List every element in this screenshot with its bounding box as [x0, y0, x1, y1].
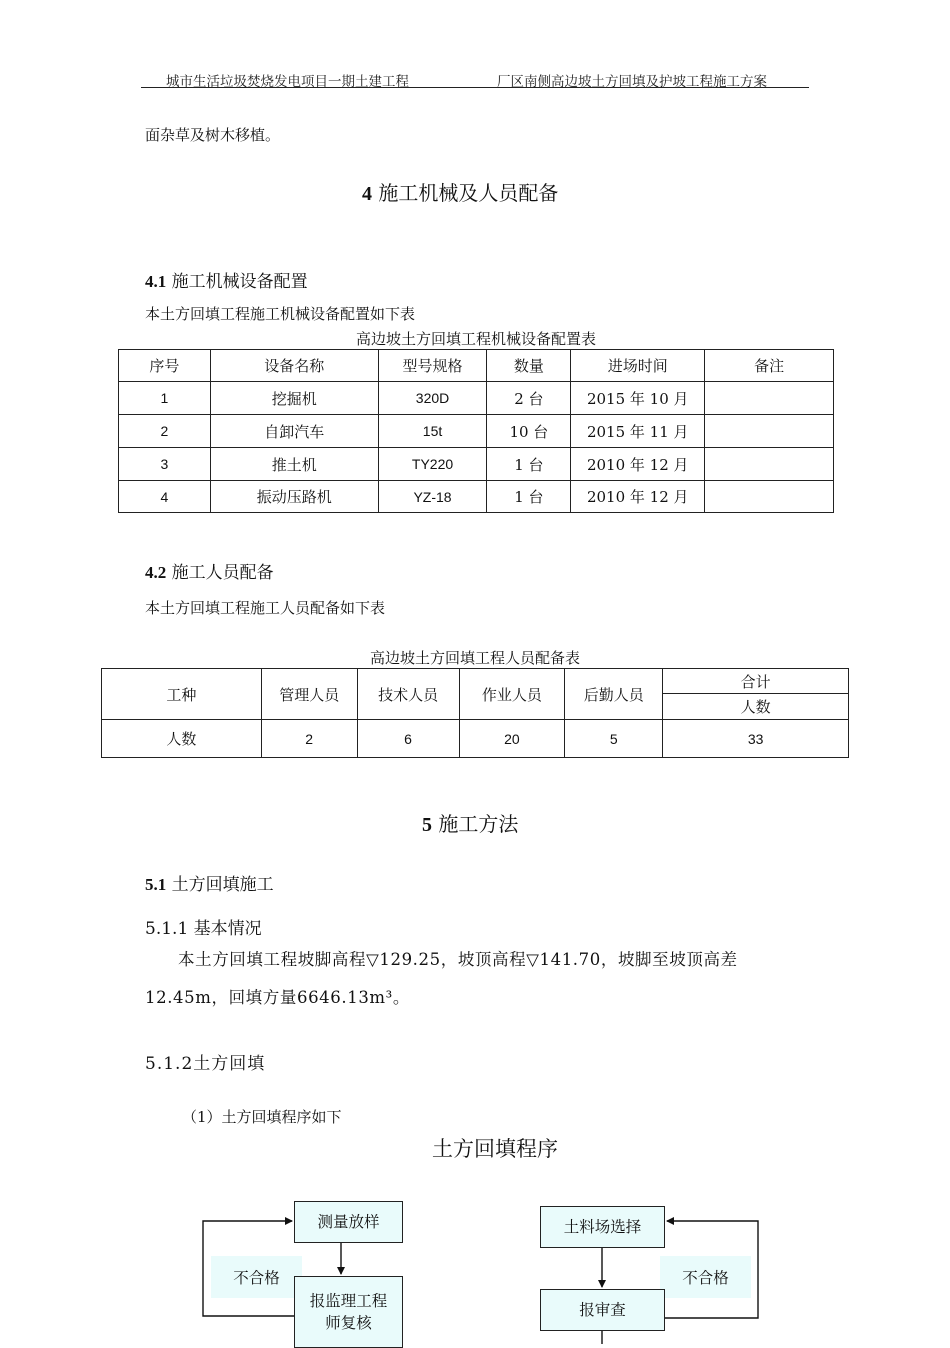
section-5-1-2-title: 5.1.2土方回填 — [145, 1054, 266, 1074]
flow-note-right-fail: 不合格 — [660, 1256, 751, 1298]
section-4-number: 4 — [362, 183, 372, 205]
section-4-2-text: 施工人员配备 — [166, 563, 274, 583]
machine-col-header: 序号 — [119, 350, 211, 382]
flow-box-review — [294, 1276, 403, 1348]
table-cell: 2 — [119, 415, 211, 448]
table-cell: 推土机 — [210, 448, 378, 481]
table-cell: 10 台 — [487, 415, 571, 448]
flow-box-review-line-2: 师复核 — [325, 1314, 372, 1332]
table-cell: 20 — [459, 720, 565, 758]
flow-box-survey: 测量放样 — [294, 1201, 403, 1243]
table-cell: 2015 年 11 月 — [571, 415, 705, 448]
staff-col-header: 管理人员 — [261, 669, 357, 720]
section-5-number: 5 — [422, 814, 432, 836]
staff-col-header: 技术人员 — [357, 669, 459, 720]
flow-box-borrow-site: 土料场选择 — [540, 1206, 665, 1248]
table-cell: 挖掘机 — [210, 382, 378, 415]
table-cell: 1 — [119, 382, 211, 415]
section-4-1-desc: 本土方回填工程施工机械设备配置如下表 — [145, 305, 416, 323]
flow-note-left-fail: 不合格 — [211, 1256, 302, 1298]
flow-title: 土方回填程序 — [432, 1137, 558, 1161]
table-cell: 5 — [565, 720, 663, 758]
staff-col-type: 工种 — [102, 669, 262, 720]
table-cell: 2015 年 10 月 — [571, 382, 705, 415]
table-cell: 2 台 — [487, 382, 571, 415]
section-4-2-number: 4.2 — [145, 563, 167, 582]
table-cell: 振动压路机 — [210, 481, 378, 513]
machine-col-header: 进场时间 — [571, 350, 705, 382]
machine-col-header: 数量 — [487, 350, 571, 382]
table-cell: 33 — [663, 720, 849, 758]
flow-box-submit: 报审查 — [540, 1289, 665, 1331]
table-cell: 3 — [119, 448, 211, 481]
section-4-1-text: 施工机械设备配置 — [166, 272, 308, 292]
section-5-1-1-line-2: 12.45m，回填方量6646.13m³。 — [145, 988, 410, 1007]
section-5-1-1-title: 5.1.1 基本情况 — [145, 919, 262, 939]
section-5-1-text: 土方回填施工 — [166, 875, 274, 895]
table-cell: 1 台 — [487, 448, 571, 481]
section-5-1-1-line-1: 本土方回填工程坡脚高程▽129.25，坡顶高程▽141.70，坡脚至坡顶高差 — [178, 950, 738, 969]
staff-col-header: 后勤人员 — [565, 669, 663, 720]
intro-line: 面杂草及树木移植。 — [145, 126, 281, 144]
machine-table-caption: 高边坡土方回填工程机械设备配置表 — [355, 330, 596, 348]
header-left: 城市生活垃圾焚烧发电项目一期土建工程 — [166, 74, 409, 90]
header-right: 厂区南侧高边坡土方回填及护坡工程施工方案 — [497, 74, 767, 90]
staff-col-total-sub: 人数 — [663, 694, 849, 720]
staff-row-label: 人数 — [102, 720, 262, 758]
section-5-1-2-item: （1）土方回填程序如下 — [182, 1108, 342, 1126]
section-4-1-number: 4.1 — [145, 272, 167, 291]
table-cell: TY220 — [378, 448, 487, 481]
section-4-2-desc: 本土方回填工程施工人员配备如下表 — [145, 599, 386, 617]
table-cell: 6 — [357, 720, 459, 758]
machine-col-header: 设备名称 — [210, 350, 378, 382]
table-cell: 15t — [378, 415, 487, 448]
section-4-text: 施工机械及人员配备 — [372, 181, 559, 205]
table-cell: YZ-18 — [378, 481, 487, 513]
staff-col-header: 作业人员 — [459, 669, 565, 720]
table-cell: 1 台 — [487, 481, 571, 513]
staff-table-caption: 高边坡土方回填工程人员配备表 — [369, 649, 580, 667]
table-cell: 2010 年 12 月 — [571, 448, 705, 481]
table-cell: 2010 年 12 月 — [571, 481, 705, 513]
table-cell: 自卸汽车 — [210, 415, 378, 448]
section-5-text: 施工方法 — [432, 812, 519, 836]
section-5-1-number: 5.1 — [145, 875, 167, 894]
staff-col-total: 合计 — [663, 669, 849, 694]
machine-col-header: 型号规格 — [378, 350, 487, 382]
table-cell: 2 — [261, 720, 357, 758]
table-cell: 320D — [378, 382, 487, 415]
machine-col-header: 备注 — [705, 350, 834, 382]
table-cell: 4 — [119, 481, 211, 513]
flow-box-review-line-1: 报监理工程 — [309, 1292, 388, 1310]
